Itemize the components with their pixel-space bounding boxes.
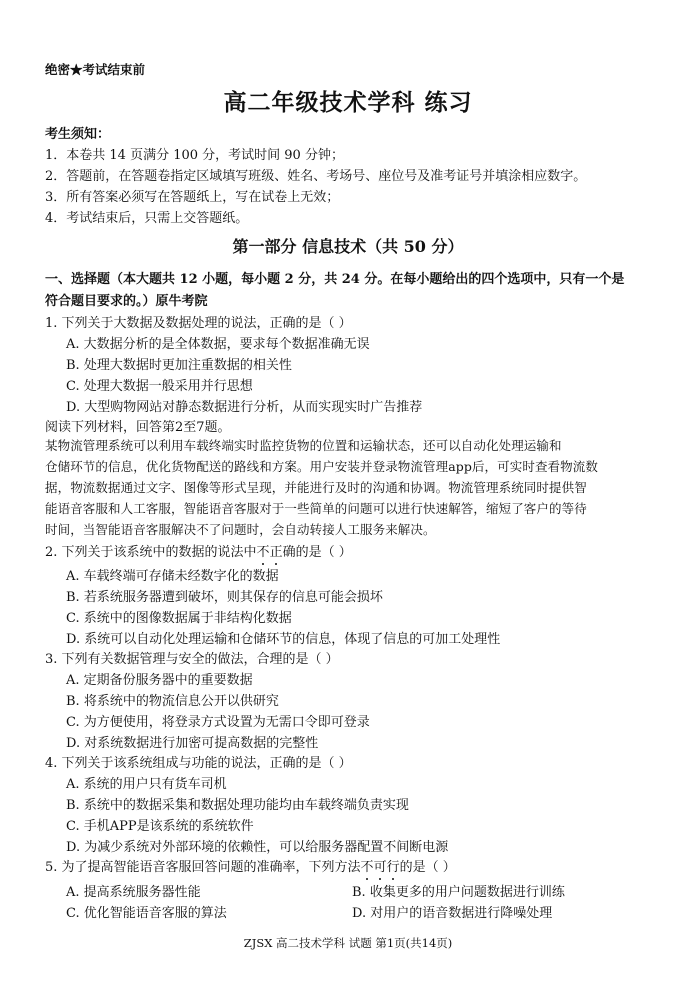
emphasis-mark: 行 bbox=[387, 856, 400, 875]
material-line: 某物流管理系统可以利用车载终端实时监控货物的位置和运输状态，还可以自动化处理运输和 bbox=[45, 438, 562, 453]
question-1-option-c: C. 处理大数据一般采用并行思想 bbox=[66, 379, 253, 394]
question-1-option-d: D. 大型购物网站对静态数据进行分析，从而实现实时广告推荐 bbox=[66, 400, 423, 415]
question-1-stem: 1. 下列关于大数据及数据处理的说法，正确的是（ ） bbox=[45, 316, 352, 331]
question-4-option-a: A. 系统的用户只有货车司机 bbox=[66, 777, 227, 792]
page-footer: ZJSX 高二技术学科 试题 第1页(共14页) bbox=[243, 936, 453, 950]
notice-item: 2．答题前，在答题卷指定区域填写班级、姓名、考场号、座位号及准考证号并填涂相应数字。 bbox=[45, 169, 587, 184]
part-title: 第一部分 信息技术（共 50 分） bbox=[232, 237, 464, 256]
exam-title: 高二年级技术学科 练习 bbox=[223, 89, 473, 116]
notice-item: 1．本卷共 14 页满分 100 分，考试时间 90 分钟； bbox=[45, 148, 344, 163]
question-5-stem-text: 的是（ ） bbox=[399, 860, 456, 875]
material-intro: 阅读下列材料，回答第2至7题。 bbox=[45, 420, 231, 435]
question-4-stem: 4. 下列关于该系统组成与功能的说法，正确的是（ ） bbox=[45, 756, 352, 771]
question-5-option-c: C. 优化智能语音客服的算法 bbox=[66, 906, 227, 921]
material-line: 仓储环节的信息，优化货物配送的路线和方案。用户安装并登录物流管理app后，可实时查看物流数 bbox=[45, 459, 598, 474]
question-5-option-b: B. 收集更多的用户问题数据进行训练 bbox=[352, 885, 565, 900]
question-2-option-a: A. 车载终端可存储未经数字化的数据 bbox=[66, 569, 279, 584]
question-5-option-a: A. 提高系统服务器性能 bbox=[66, 885, 201, 900]
question-2-stem bbox=[45, 541, 352, 560]
question-2-option-c: C. 系统中的图像数据属于非结构化数据 bbox=[66, 611, 292, 626]
confidential-mark: 绝密★考试结束前 bbox=[45, 62, 146, 77]
question-3-option-a: A. 定期备份服务器中的重要数据 bbox=[66, 673, 253, 688]
question-2-stem-text: 2. 下列关于该系统中的数据的说法中 bbox=[45, 545, 257, 560]
question-3-option-c: C. 为方便使用，将登录方式设置为无需口令即可登录 bbox=[66, 715, 370, 730]
notice-heading: 考生须知： bbox=[45, 127, 111, 142]
material-line: 时间，当智能语音客服解决不了问题时，会自动转接人工服务来解决。 bbox=[45, 522, 436, 537]
section-heading: 一、选择题（本大题共 12 小题，每小题 2 分，共 24 分。在每小题给出的四个选项中，只有一个是 bbox=[45, 272, 625, 287]
question-1-option-b: B. 处理大数据时更加注重数据的相关性 bbox=[66, 358, 292, 373]
emphasis-mark: 不 bbox=[361, 856, 374, 875]
section-heading-cont: 符合题目要求的。）原牛考院 bbox=[45, 294, 208, 309]
notice-item: 4．考试结束后，只需上交答题纸。 bbox=[45, 211, 249, 226]
material-line: 据，物流数据通过文字、图像等形式呈现，并能进行及时的沟通和协调。物流管理系统同时提供智 bbox=[45, 480, 587, 495]
emphasis-mark: 不 bbox=[257, 541, 270, 560]
question-4-option-c: C. 手机APP是该系统的系统软件 bbox=[66, 819, 254, 834]
notice-item: 3．所有答案必须写在答题纸上，写在试卷上无效； bbox=[45, 190, 340, 205]
question-4-option-d: D. 为减少系统对外部环境的依赖性，可以给服务器配置不间断电源 bbox=[66, 840, 449, 855]
question-3-option-d: D. 对系统数据进行加密可提高数据的完整性 bbox=[66, 736, 319, 751]
question-4-option-b: B. 系统中的数据采集和数据处理功能均由车载终端负责实现 bbox=[66, 798, 409, 813]
material-line: 能语音客服和人工客服，智能语音客服对于一些简单的问题可以进行快速解答，缩短了客户的等待 bbox=[45, 501, 587, 516]
question-2-option-d: D. 系统可以自动化处理运输和仓储环节的信息，体现了信息的可加工处理性 bbox=[66, 632, 501, 647]
question-2-stem-text: 确的是（ ） bbox=[282, 545, 352, 560]
question-3-stem: 3. 下列有关数据管理与安全的做法，合理的是（ ） bbox=[45, 652, 339, 667]
question-5-stem bbox=[45, 856, 456, 875]
question-1-option-a: A. 大数据分析的是全体数据，要求每个数据准确无误 bbox=[66, 337, 370, 352]
emphasis-mark: 可 bbox=[374, 856, 387, 875]
question-3-option-b: B. 将系统中的物流信息公开以供研究 bbox=[66, 694, 279, 709]
question-2-option-b: B. 若系统服务器遭到破坏，则其保存的信息可能会损坏 bbox=[66, 590, 383, 605]
question-5-stem-text: 5. 为了提高智能语音客服回答问题的准确率，下列方法 bbox=[45, 860, 361, 875]
question-5-option-d: D. 对用户的语音数据进行降噪处理 bbox=[352, 906, 553, 921]
emphasis-mark: 正 bbox=[270, 541, 283, 560]
